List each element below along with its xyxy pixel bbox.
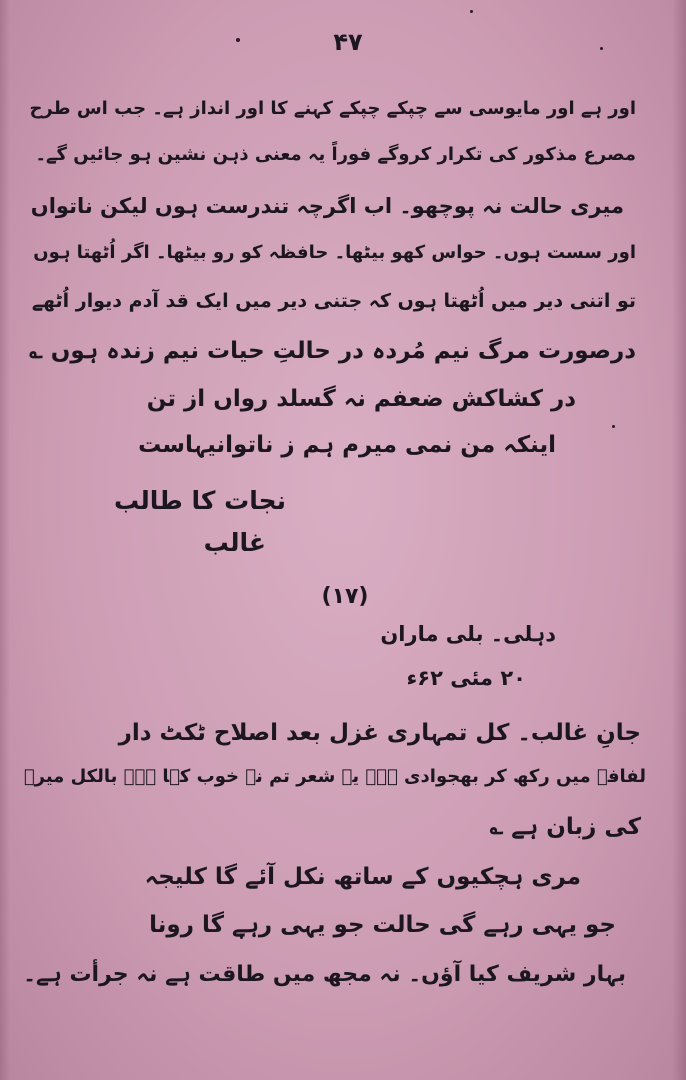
letter2-verse-2: جو یہی رہے گی حالت جو یہی رہے گا رونا bbox=[149, 912, 616, 938]
letter1-line-2: مصرع مذکور کی تکرار کروگے فوراً یہ معنی ذہن نشین ہو جائیں گے۔ bbox=[35, 144, 636, 165]
page-left-shadow bbox=[0, 0, 10, 1080]
ink-speck bbox=[236, 38, 240, 42]
letter1-signature: غالب bbox=[203, 528, 266, 557]
ink-speck bbox=[612, 425, 615, 428]
letter2-line-1: جانِ غالب۔ کل تمہاری غزل بعد اصلاح ٹکٹ دار bbox=[118, 720, 641, 746]
letter2-last-line: بہار شریف کیا آؤں۔ نہ مجھ میں طاقت ہے نہ جرأت ہے۔ bbox=[23, 962, 626, 987]
letter2-line-2: لفافہ میں رکھ کر بھجوادی ہے۔ یہ شعر تم نے خوب کہا ہے۔ بالکل میرؔ bbox=[23, 766, 646, 787]
letter2-line-3: کی زبان ہے ؎ bbox=[489, 814, 641, 840]
page-right-shadow bbox=[672, 0, 686, 1080]
letter1-line-3: میری حالت نہ پوچھو۔ اب اگرچہ تندرست ہوں لیکن ناتواں bbox=[30, 194, 624, 218]
letter1-verse-1: در کشاکش ضعفم نہ گسلد رواں از تن bbox=[146, 386, 576, 412]
letter1-line-4: اور سست ہوں۔ حواس کھو بیٹھا۔ حافظہ کو رو بیٹھا۔ اگر اُٹھتا ہوں bbox=[33, 242, 636, 263]
letter2-date: ۲۰ مئی ۶۲ء bbox=[406, 666, 526, 690]
ink-speck bbox=[470, 10, 473, 13]
letter1-line-1: اور ہے اور مایوسی سے چپکے چپکے کہنے کا اور انداز ہے۔ جب اس طرح bbox=[29, 98, 636, 119]
letter1-line-5: تو اتنی دیر میں اُٹھتا ہوں کہ جتنی دیر میں ایک قد آدم دیوار اُٹھے bbox=[31, 290, 636, 312]
page-number: ۴۷ bbox=[333, 28, 363, 56]
letter1-closing: نجات کا طالب bbox=[113, 486, 286, 515]
letter2-verse-1: مری ہچکیوں کے ساتھ نکل آئے گا کلیجہ bbox=[144, 864, 581, 890]
letter2-place: دہلی۔ بلی ماران bbox=[380, 622, 556, 646]
letter1-line-6: درصورت مرگ نیم مُردہ در حالتِ حیات نیم زندہ ہوں ؎ bbox=[29, 338, 636, 364]
ink-speck bbox=[600, 47, 603, 50]
letter1-verse-2: اینکہ من نمی میرم ہم ز ناتوانیہاست bbox=[138, 432, 556, 458]
letter-number: (۱۷) bbox=[321, 584, 369, 609]
